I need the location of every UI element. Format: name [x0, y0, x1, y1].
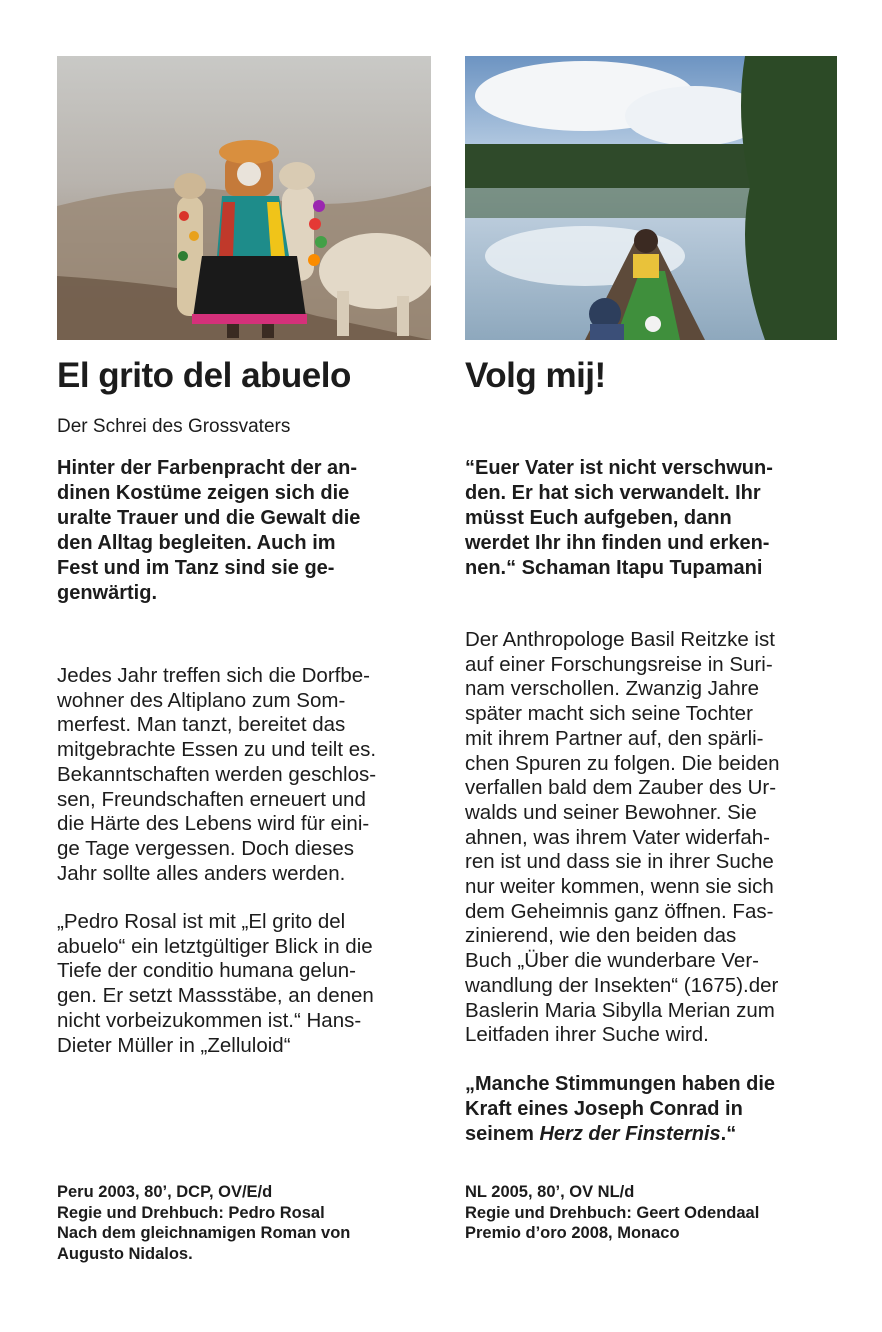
lead-line: müsst Euch aufgeben, dann	[465, 507, 732, 529]
lead-line: “Euer Vater ist nicht verschwun-	[465, 457, 773, 479]
synopsis-line: später macht sich seine Tochter	[465, 702, 753, 726]
quote-line: „Manche Stimmungen haben die	[465, 1073, 776, 1095]
press-quote-line: „Pedro Rosal ist mit „El grito del	[57, 910, 346, 933]
andes-photo-illustration	[57, 56, 431, 340]
press-quote-line: Dieter Müller in „Zelluloid“	[57, 1033, 291, 1057]
lead-line: den Alltag begleiten. Auch im	[57, 532, 336, 554]
synopsis-line: Baslerin Maria Sibylla Merian zum	[465, 998, 775, 1022]
synopsis-line: Jedes Jahr treffen sich die Dorfbe-	[57, 664, 370, 687]
press-quote-line: nicht vorbeizukommen ist.“ Hans-	[57, 1008, 362, 1032]
synopsis-line: merfest. Man tanzt, bereitet das	[57, 713, 346, 737]
synopsis-line: mit ihrem Partner auf, den spärli-	[465, 726, 764, 750]
synopsis-line: Der Anthropologe Basil Reitzke ist	[465, 628, 775, 651]
film-lead	[57, 456, 429, 606]
credits-line: Regie und Drehbuch: Geert Odendaal	[465, 1203, 760, 1222]
credits-line: NL 2005, 80’, OV NL/d	[465, 1183, 635, 1201]
synopsis-line: dem Geheimnis ganz öffnen. Fas-	[465, 899, 774, 923]
lead-line: den. Er hat sich verwandelt. Ihr	[465, 482, 761, 504]
synopsis-line: die Härte des Lebens wird für eini-	[57, 812, 370, 836]
film-credits	[57, 1182, 350, 1264]
credits-line: Augusto Nidalos.	[57, 1244, 193, 1263]
lead-line: Hinter der Farbenpracht der an-	[57, 457, 358, 479]
synopsis-line: ahnen, was ihrem Vater widerfah-	[465, 825, 770, 849]
film-photo-andes	[57, 56, 431, 340]
quote-book-title: Herz der Finsternis	[539, 1123, 721, 1145]
film-column-left	[57, 56, 431, 1263]
river-photo-illustration	[465, 56, 837, 340]
synopsis-line: nam verschollen. Zwanzig Jahre	[465, 677, 759, 701]
film-title: Volg mij!	[465, 356, 606, 395]
synopsis-line: Leitfaden ihrer Suche wird.	[465, 1023, 709, 1047]
lead-line: genwärtig.	[57, 582, 158, 604]
lead-line: nen.“ Schaman Itapu Tupamani	[465, 557, 763, 579]
synopsis-line: ge Tage vergessen. Doch dieses	[57, 836, 355, 860]
lead-line: dinen Kostüme zeigen sich die	[57, 482, 350, 504]
synopsis-line: ren ist und dass sie in ihrer Suche	[465, 850, 774, 874]
press-quote-line: gen. Er setzt Massstäbe, an denen	[57, 984, 374, 1008]
film-column-right	[465, 56, 837, 1242]
film-title: El grito del abuelo	[57, 356, 351, 395]
film-press-quote	[465, 1072, 837, 1147]
press-quote-line: abuelo“ ein letztgültiger Blick in die	[57, 934, 373, 958]
film-photo-river	[465, 56, 837, 340]
film-subtitle: Der Schrei des Grossvaters	[57, 416, 291, 437]
synopsis-line: wandlung der Insekten“ (1675).der	[465, 973, 779, 997]
film-synopsis	[465, 628, 835, 1048]
synopsis-line: Buch „Über die wunderbare Ver-	[465, 949, 759, 973]
press-quote-line: Tiefe der conditio humana gelun-	[57, 959, 356, 983]
credits-line: Nach dem gleichnamigen Roman von	[57, 1224, 351, 1242]
lead-line: werdet Ihr ihn finden und erken-	[465, 532, 770, 554]
synopsis-line: nur weiter kommen, wenn sie sich	[465, 875, 774, 899]
synopsis-line: Jahr sollte alles anders werden.	[57, 861, 346, 885]
lead-line: uralte Trauer und die Gewalt die	[57, 507, 361, 529]
credits-line: Premio d’oro 2008, Monaco	[465, 1224, 680, 1242]
synopsis-line: verfallen bald dem Zauber des Ur-	[465, 776, 777, 800]
film-credits	[465, 1182, 759, 1244]
synopsis-line: zinierend, wie den beiden das	[465, 924, 737, 948]
synopsis-line: wohner des Altiplano zum Som-	[57, 688, 346, 712]
synopsis-line: auf einer Forschungsreise in Suri-	[465, 652, 773, 676]
film-lead	[465, 456, 837, 581]
quote-line-post: .“	[720, 1123, 737, 1145]
synopsis-line: mitgebrachte Essen zu und teilt es.	[57, 738, 377, 762]
synopsis-line: chen Spuren zu folgen. Die beiden	[465, 751, 780, 775]
lead-line: Fest und im Tanz sind sie ge-	[57, 557, 335, 579]
quote-line: Kraft eines Joseph Conrad in	[465, 1098, 743, 1120]
synopsis-line: sen, Freundschaften erneuert und	[57, 787, 366, 811]
synopsis-line: Bekanntschaften werden geschlos-	[57, 762, 377, 786]
quote-line-pre: seinem	[465, 1123, 540, 1145]
credits-line: Regie und Drehbuch: Pedro Rosal	[57, 1203, 325, 1222]
film-press-quote	[57, 910, 431, 1058]
credits-line: Peru 2003, 80’, DCP, OV/E/d	[57, 1183, 273, 1201]
film-synopsis	[57, 664, 431, 886]
synopsis-line: walds und seiner Bewohner. Sie	[465, 800, 757, 824]
